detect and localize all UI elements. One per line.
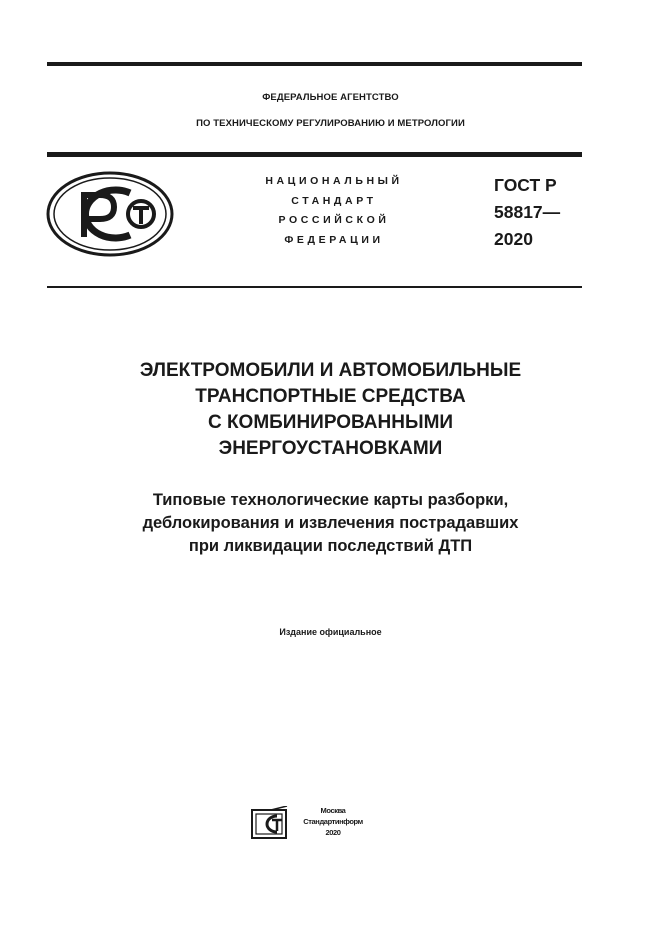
publisher-city: Москва — [320, 806, 346, 815]
gost-prefix: ГОСТ Р — [494, 175, 557, 195]
middle-rule — [47, 152, 582, 157]
publisher-block — [294, 805, 372, 838]
title-line-3: С КОМБИНИРОВАННЫМИ — [207, 412, 454, 433]
national-standard-line-1: НАЦИОНАЛЬНЫЙ — [265, 175, 403, 187]
title-line-1: ЭЛЕКТРОМОБИЛИ И АВТОМОБИЛЬНЫЕ — [139, 360, 522, 381]
document-title — [0, 358, 661, 462]
title-line-2: ТРАНСПОРТНЫЕ СРЕДСТВА — [195, 386, 466, 407]
publisher-year: 2020 — [325, 828, 341, 837]
subtitle-line-1: Типовые технологические карты разборки, — [152, 491, 509, 509]
national-standard-line-2: СТАНДАРТ — [291, 194, 377, 207]
national-standard-label — [248, 172, 420, 250]
agency-line-1: ФЕДЕРАЛЬНОЕ АГЕНТСТВО — [262, 92, 399, 103]
lower-rule — [47, 286, 582, 288]
publisher-name: Стандартинформ — [303, 817, 363, 826]
national-standard-line-4: ФЕДЕРАЦИИ — [284, 233, 384, 246]
national-standard-line-3: РОССИЙСКОЙ — [278, 214, 390, 226]
document-subtitle — [0, 489, 661, 558]
subtitle-line-2: деблокирования и извлечения пострадавших — [142, 514, 519, 532]
rst-logo-icon — [46, 171, 174, 257]
gost-number: 58817— — [494, 202, 561, 222]
agency-line-2: ПО ТЕХНИЧЕСКОМУ РЕГУЛИРОВАНИЮ И МЕТРОЛОГИИ — [196, 118, 465, 129]
top-rule — [47, 62, 582, 66]
gost-designation — [494, 172, 560, 253]
title-line-4: ЭНЕРГОУСТАНОВКАМИ — [218, 438, 443, 459]
edition-label: Издание официальное — [279, 627, 382, 637]
subtitle-line-3: при ликвидации последствий ДТП — [188, 537, 473, 555]
gost-year: 2020 — [494, 229, 533, 249]
standartinform-logo-icon — [251, 806, 289, 840]
